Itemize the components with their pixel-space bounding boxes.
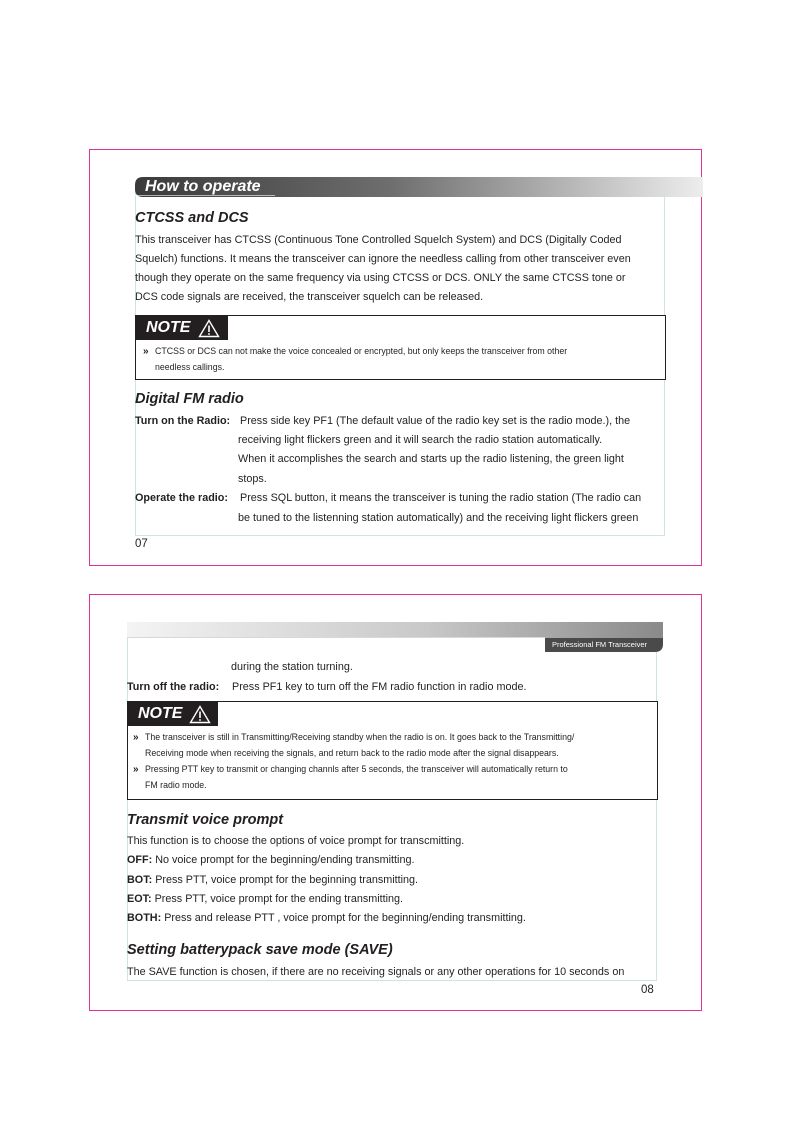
- warning-icon: [189, 705, 211, 724]
- voice-option-both: BOTH: Press and release PTT , voice prompt for the beginning/ending transmitting.: [127, 912, 526, 924]
- turn-on-line-3: When it accomplishes the search and starts up the radio listening, the green light: [238, 453, 624, 465]
- operate-line-2: be tuned to the listenning station automatically) and the receiving light flickers green: [238, 512, 639, 524]
- voice-option-eot: EOT: Press PTT, voice prompt for the ending transmitting.: [127, 893, 404, 905]
- page-number: 08: [641, 984, 654, 996]
- warning-icon: [198, 319, 220, 338]
- voice-heading: Transmit voice prompt: [127, 812, 284, 828]
- turn-on-line-1: Press side key PF1 (The default value of the radio key set is the radio mode.), the: [240, 415, 631, 427]
- note-box: [127, 701, 658, 800]
- turn-on-line-2: receiving light flickers green and it will search the radio station automatically.: [238, 434, 603, 446]
- note-item-1: » The transceiver is still in Transmitting/Receiving standby when the radio is on. It goes back to the Transmitting/: [133, 730, 574, 746]
- double-chevron-icon: »: [133, 764, 139, 775]
- page-08: [89, 594, 702, 1011]
- header-underline: [135, 195, 275, 196]
- save-heading: Setting batterypack save mode (SAVE): [127, 942, 393, 958]
- note-box: [135, 315, 666, 380]
- operate-label: Operate the radio:: [135, 492, 228, 504]
- ctcss-line-1: This transceiver has CTCSS (Continuous Tone Controlled Squelch System) and DCS (Digitally Coded: [135, 234, 622, 246]
- note-item: » CTCSS or DCS can not make the voice concealed or encrypted, but only keeps the transceiver from other: [143, 344, 567, 360]
- note-item-cont: needless callings.: [155, 362, 225, 372]
- ctcss-line-4: DCS code signals are received, the transceiver squelch can be released.: [135, 291, 484, 303]
- page-number: 07: [135, 538, 148, 550]
- voice-option-off: OFF: No voice prompt for the beginning/ending transmitting.: [127, 854, 415, 866]
- ctcss-line-2: Squelch) functions. It means the transceiver can ignore the needless calling from other transceiver even: [135, 253, 631, 265]
- note-tag: [136, 316, 228, 340]
- operate-line-1: Press SQL button, it means the transceiver is tuning the radio station (The radio can: [240, 492, 642, 504]
- voice-option-bot: BOT: Press PTT, voice prompt for the beginning transmitting.: [127, 874, 419, 886]
- page-07: [89, 149, 702, 566]
- turn-on-label: Turn on the Radio:: [135, 415, 231, 427]
- voice-intro: This function is to choose the options of voice prompt for transcmitting.: [127, 835, 465, 847]
- double-chevron-icon: »: [143, 346, 149, 357]
- ctcss-heading: CTCSS and DCS: [135, 210, 249, 226]
- ctcss-line-3: though they operate on the same frequency via using CTCSS or DCS. ONLY the same CTCSS tone or: [135, 272, 626, 284]
- save-line: The SAVE function is chosen, if there are no receiving signals or any other operations for 10 seconds on: [127, 966, 625, 978]
- note-item-2-cont: FM radio mode.: [145, 780, 207, 790]
- note-label: NOTE: [138, 705, 183, 722]
- turn-off-label: Turn off the radio:: [127, 681, 220, 693]
- note-tag: [128, 702, 218, 726]
- note-item-2: » Pressing PTT key to transmit or changing channls after 5 seconds, the transceiver will automatically return to: [133, 762, 568, 778]
- note-label: NOTE: [146, 319, 191, 336]
- radio-heading: Digital FM radio: [135, 391, 244, 407]
- header-tag: Professional FM Transceiver: [552, 640, 648, 649]
- turn-off-text: Press PF1 key to turn off the FM radio function in radio mode.: [232, 681, 527, 693]
- section-title: How to operate: [145, 178, 261, 195]
- double-chevron-icon: »: [133, 732, 139, 743]
- note-item-1-cont: Receiving mode when receiving the signals, and return back to the radio mode after the signal disappears.: [145, 748, 559, 758]
- turn-on-line-4: stops.: [238, 473, 267, 485]
- continued-line: during the station turning.: [231, 661, 353, 673]
